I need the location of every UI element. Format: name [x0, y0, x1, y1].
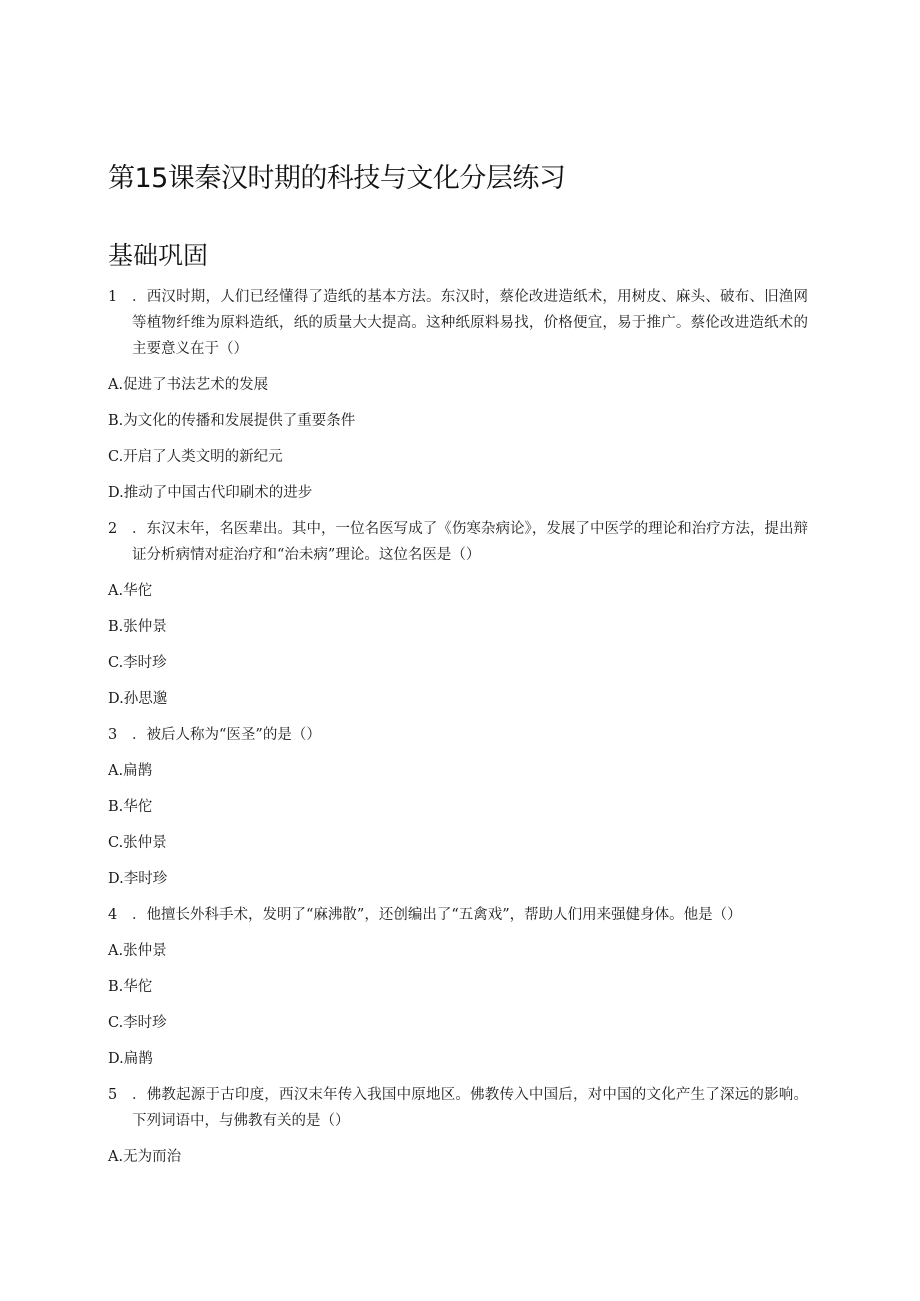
question-5-option-a: A.无为而治 — [108, 1149, 182, 1165]
question-2-option-c: C.李时珍 — [108, 655, 167, 671]
question-4-option-d: D.扁鹊 — [108, 1051, 153, 1067]
question-number: 1 — [108, 289, 118, 305]
question-4 — [108, 902, 808, 928]
question-number: 5 — [108, 1087, 118, 1103]
section-heading: 基础巩固 — [108, 241, 209, 270]
question-text: ．被后人称为“医圣”的是（） — [132, 727, 321, 743]
document-title: 第15课秦汉时期的科技与文化分层练习 — [108, 163, 566, 194]
question-2-option-b: B.张仲景 — [108, 619, 167, 635]
question-text: ．他擅长外科手术，发明了“麻沸散”，还创编出了“五禽戏”，帮助人们用来强健身体。他是（） — [132, 907, 742, 923]
question-1-option-a: A.促进了书法艺术的发展 — [108, 377, 269, 393]
question-text: ．东汉末年，名医辈出。其中，一位名医写成了《伤寒杂病论》，发展了中医学的理论和治疗方法，提出辩证分析病情对症治疗和“治未病”理论。这位名医是（） — [132, 521, 808, 563]
question-text: ．佛教起源于古印度，西汉末年传入我国中原地区。佛教传入中国后，对中国的文化产生了深远的影响。下列词语中，与佛教有关的是（） — [132, 1087, 808, 1129]
question-1 — [108, 284, 808, 362]
question-list — [108, 284, 808, 1180]
question-1-option-b: B.为文化的传播和发展提供了重要条件 — [108, 413, 356, 429]
question-number: 4 — [108, 907, 118, 923]
question-number: 2 — [108, 521, 118, 537]
question-number: 3 — [108, 727, 118, 743]
question-3 — [108, 722, 808, 748]
question-4-option-c: C.李时珍 — [108, 1015, 167, 1031]
question-1-option-c: C.开启了人类文明的新纪元 — [108, 449, 283, 465]
question-5 — [108, 1082, 808, 1134]
question-4-option-a: A.张仲景 — [108, 943, 167, 959]
question-2 — [108, 516, 808, 568]
question-2-option-a: A.华佗 — [108, 583, 153, 599]
question-3-option-b: B.华佗 — [108, 799, 153, 815]
question-4-option-b: B.华佗 — [108, 979, 153, 995]
question-3-option-d: D.李时珍 — [108, 871, 168, 887]
question-2-option-d: D.孙思邈 — [108, 691, 168, 707]
question-text: ．西汉时期，人们已经懂得了造纸的基本方法。东汉时，蔡伦改进造纸术，用树皮、麻头、破布、旧渔网等植物纤维为原料造纸，纸的质量大大提高。这种纸原料易找，价格便宜，易于推广。蔡伦改进造纸术的主要意义在于（） — [132, 289, 808, 357]
question-1-option-d: D.推动了中国古代印刷术的进步 — [108, 485, 313, 501]
question-3-option-a: A.扁鹊 — [108, 763, 153, 779]
question-3-option-c: C.张仲景 — [108, 835, 167, 851]
